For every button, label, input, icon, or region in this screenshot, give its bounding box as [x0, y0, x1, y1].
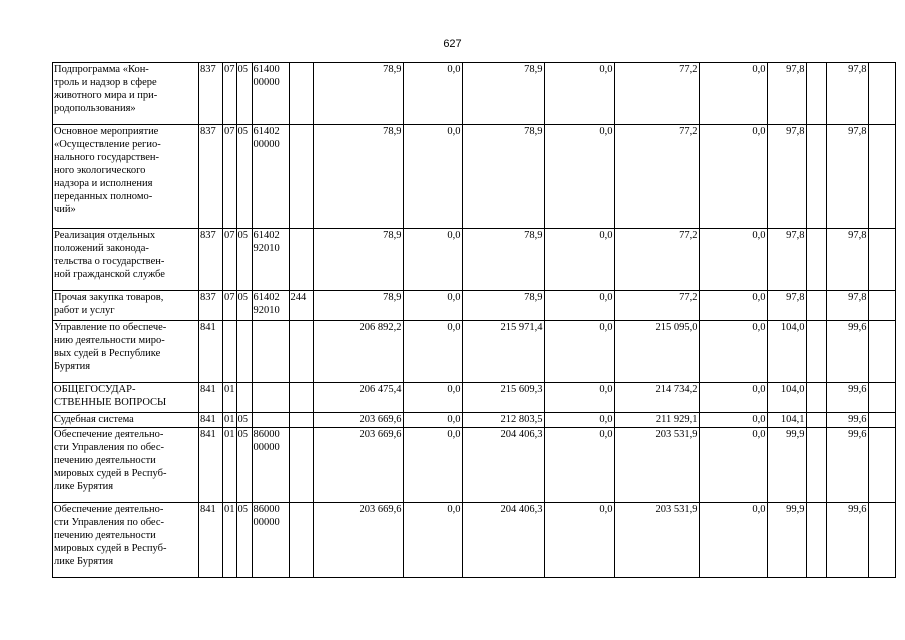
admin-code: 837 — [199, 291, 223, 321]
target-article-code: 61402 92010 — [252, 229, 289, 291]
subsection-code — [236, 321, 252, 383]
table-body — [53, 63, 896, 578]
target-article-code: 86000 00000 — [252, 503, 289, 578]
value-2: 0,0 — [403, 63, 462, 125]
value-1: 78,9 — [313, 229, 403, 291]
percent-2: 97,8 — [826, 63, 868, 125]
expense-type-code — [289, 125, 313, 229]
spacer — [806, 291, 826, 321]
expense-type-code — [289, 63, 313, 125]
table-row — [53, 321, 896, 383]
value-1: 78,9 — [313, 125, 403, 229]
percent-2: 99,6 — [826, 383, 868, 413]
value-4: 0,0 — [544, 321, 614, 383]
value-5: 77,2 — [614, 63, 699, 125]
value-3: 212 803,5 — [462, 413, 544, 428]
row-name: Основное мероприятие «Осуществление регио- нального государствен- ного экологического надзора и исполнения переданных полномо- чий» — [53, 125, 199, 229]
value-5: 214 734,2 — [614, 383, 699, 413]
subsection-code — [236, 383, 252, 413]
value-2: 0,0 — [403, 321, 462, 383]
value-1: 206 892,2 — [313, 321, 403, 383]
value-3: 215 971,4 — [462, 321, 544, 383]
value-6: 0,0 — [699, 383, 767, 413]
value-2: 0,0 — [403, 428, 462, 503]
percent-1: 104,1 — [767, 413, 806, 428]
expense-type-code — [289, 229, 313, 291]
value-2: 0,0 — [403, 383, 462, 413]
value-2: 0,0 — [403, 291, 462, 321]
target-article-code: 61400 00000 — [252, 63, 289, 125]
spacer — [806, 383, 826, 413]
value-1: 203 669,6 — [313, 503, 403, 578]
value-2: 0,0 — [403, 503, 462, 578]
subsection-code: 05 — [236, 125, 252, 229]
target-article-code: 61402 00000 — [252, 125, 289, 229]
admin-code: 841 — [199, 428, 223, 503]
spacer — [868, 63, 895, 125]
percent-2: 97,8 — [826, 229, 868, 291]
section-code: 01 — [223, 413, 237, 428]
percent-1: 104,0 — [767, 321, 806, 383]
percent-1: 97,8 — [767, 291, 806, 321]
spacer — [868, 291, 895, 321]
subsection-code: 05 — [236, 63, 252, 125]
value-1: 206 475,4 — [313, 383, 403, 413]
value-5: 77,2 — [614, 125, 699, 229]
percent-2: 99,6 — [826, 413, 868, 428]
row-name: Обеспечение деятельно- сти Управления по обес- печению деятельности мировых судей в Респуб- лике Бурятия — [53, 503, 199, 578]
value-2: 0,0 — [403, 413, 462, 428]
target-article-code — [252, 383, 289, 413]
value-1: 78,9 — [313, 291, 403, 321]
value-6: 0,0 — [699, 428, 767, 503]
spacer — [868, 383, 895, 413]
value-6: 0,0 — [699, 125, 767, 229]
subsection-code: 05 — [236, 428, 252, 503]
value-4: 0,0 — [544, 291, 614, 321]
row-name: Подпрограмма «Кон- троль и надзор в сфере животного мира и при- родопользования» — [53, 63, 199, 125]
percent-2: 97,8 — [826, 125, 868, 229]
value-5: 203 531,9 — [614, 503, 699, 578]
spacer — [806, 321, 826, 383]
value-4: 0,0 — [544, 229, 614, 291]
table-row — [53, 428, 896, 503]
percent-2: 99,6 — [826, 428, 868, 503]
spacer — [806, 125, 826, 229]
admin-code: 837 — [199, 125, 223, 229]
row-name: Обеспечение деятельно- сти Управления по обес- печению деятельности мировых судей в Респуб- лике Бурятия — [53, 428, 199, 503]
percent-2: 99,6 — [826, 321, 868, 383]
expense-type-code — [289, 428, 313, 503]
value-1: 78,9 — [313, 63, 403, 125]
section-code: 01 — [223, 383, 237, 413]
value-5: 77,2 — [614, 229, 699, 291]
section-code: 07 — [223, 291, 237, 321]
value-2: 0,0 — [403, 229, 462, 291]
table-row — [53, 63, 896, 125]
value-5: 203 531,9 — [614, 428, 699, 503]
target-article-code: 61402 92010 — [252, 291, 289, 321]
value-3: 78,9 — [462, 291, 544, 321]
value-5: 211 929,1 — [614, 413, 699, 428]
admin-code: 841 — [199, 383, 223, 413]
value-4: 0,0 — [544, 125, 614, 229]
spacer — [868, 503, 895, 578]
section-code: 07 — [223, 125, 237, 229]
percent-1: 97,8 — [767, 63, 806, 125]
table-row — [53, 291, 896, 321]
admin-code: 841 — [199, 413, 223, 428]
spacer — [868, 229, 895, 291]
value-3: 78,9 — [462, 229, 544, 291]
row-name: Прочая закупка товаров, работ и услуг — [53, 291, 199, 321]
value-6: 0,0 — [699, 63, 767, 125]
expense-type-code — [289, 503, 313, 578]
subsection-code: 05 — [236, 413, 252, 428]
value-6: 0,0 — [699, 503, 767, 578]
value-6: 0,0 — [699, 291, 767, 321]
spacer — [806, 229, 826, 291]
percent-2: 97,8 — [826, 291, 868, 321]
percent-1: 99,9 — [767, 503, 806, 578]
expense-type-code — [289, 413, 313, 428]
value-4: 0,0 — [544, 383, 614, 413]
table-row — [53, 229, 896, 291]
spacer — [806, 413, 826, 428]
section-code: 01 — [223, 503, 237, 578]
value-5: 215 095,0 — [614, 321, 699, 383]
value-4: 0,0 — [544, 503, 614, 578]
subsection-code: 05 — [236, 291, 252, 321]
value-4: 0,0 — [544, 63, 614, 125]
percent-1: 99,9 — [767, 428, 806, 503]
percent-1: 104,0 — [767, 383, 806, 413]
expense-type-code — [289, 321, 313, 383]
table-row — [53, 503, 896, 578]
spacer — [868, 125, 895, 229]
value-2: 0,0 — [403, 125, 462, 229]
row-name: ОБЩЕГОСУДАР- СТВЕННЫЕ ВОПРОСЫ — [53, 383, 199, 413]
target-article-code — [252, 321, 289, 383]
admin-code: 841 — [199, 321, 223, 383]
spacer — [806, 428, 826, 503]
spacer — [806, 503, 826, 578]
value-5: 77,2 — [614, 291, 699, 321]
row-name: Управление по обеспече- нию деятельности миро- вых судей в Республике Бурятия — [53, 321, 199, 383]
table-row — [53, 383, 896, 413]
budget-table — [52, 62, 896, 578]
expense-type-code — [289, 383, 313, 413]
value-1: 203 669,6 — [313, 413, 403, 428]
value-3: 78,9 — [462, 63, 544, 125]
value-3: 204 406,3 — [462, 503, 544, 578]
table-row — [53, 413, 896, 428]
value-3: 215 609,3 — [462, 383, 544, 413]
subsection-code: 05 — [236, 229, 252, 291]
section-code: 01 — [223, 428, 237, 503]
page-number: 627 — [443, 38, 462, 50]
value-3: 204 406,3 — [462, 428, 544, 503]
row-name: Судебная система — [53, 413, 199, 428]
section-code: 07 — [223, 63, 237, 125]
value-1: 203 669,6 — [313, 428, 403, 503]
spacer — [868, 321, 895, 383]
value-4: 0,0 — [544, 413, 614, 428]
value-4: 0,0 — [544, 428, 614, 503]
admin-code: 837 — [199, 229, 223, 291]
spacer — [868, 428, 895, 503]
row-name: Реализация отдельных положений законода- тельства о государствен- ной гражданской службе — [53, 229, 199, 291]
target-article-code: 86000 00000 — [252, 428, 289, 503]
percent-1: 97,8 — [767, 125, 806, 229]
percent-2: 99,6 — [826, 503, 868, 578]
value-3: 78,9 — [462, 125, 544, 229]
value-6: 0,0 — [699, 321, 767, 383]
spacer — [806, 63, 826, 125]
admin-code: 841 — [199, 503, 223, 578]
table-row — [53, 125, 896, 229]
spacer — [868, 413, 895, 428]
section-code: 07 — [223, 229, 237, 291]
value-6: 0,0 — [699, 229, 767, 291]
target-article-code — [252, 413, 289, 428]
subsection-code: 05 — [236, 503, 252, 578]
value-6: 0,0 — [699, 413, 767, 428]
percent-1: 97,8 — [767, 229, 806, 291]
section-code — [223, 321, 237, 383]
admin-code: 837 — [199, 63, 223, 125]
expense-type-code: 244 — [289, 291, 313, 321]
